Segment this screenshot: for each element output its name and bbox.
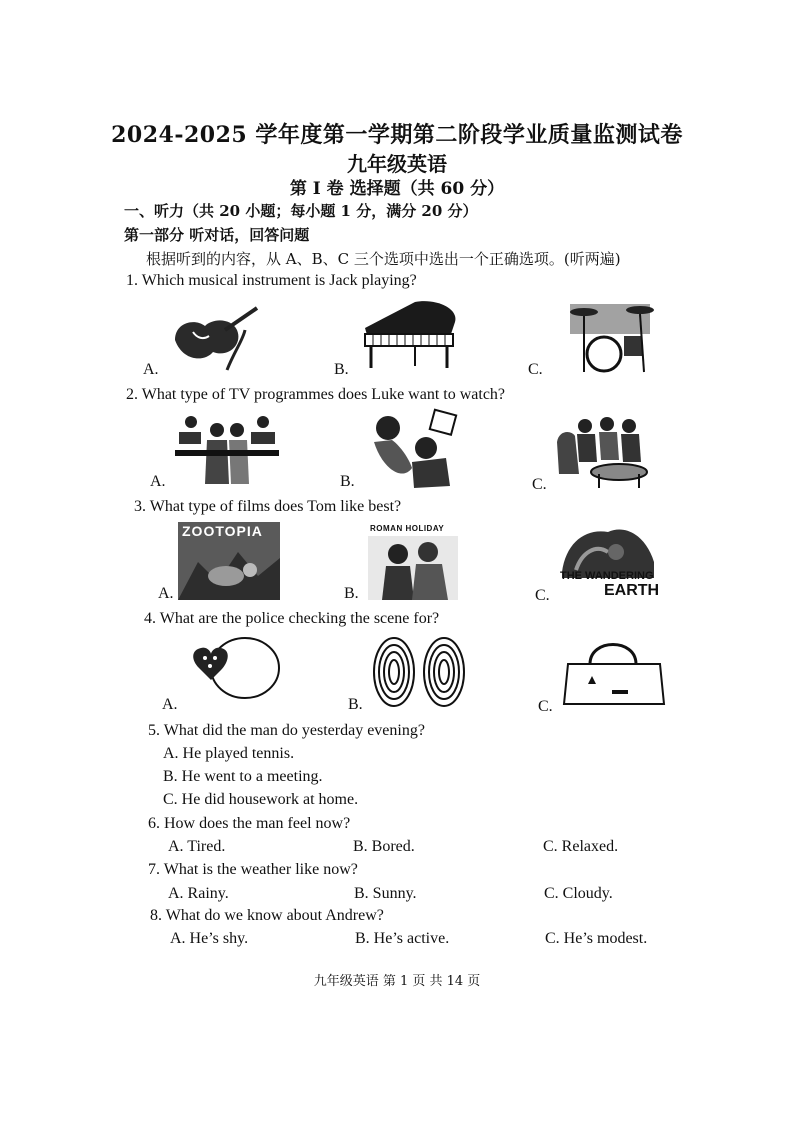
roman-holiday-poster xyxy=(368,524,458,600)
talk-show-icon xyxy=(555,412,660,490)
q6-option-b: B. Bored. xyxy=(353,838,415,855)
option-b-label: B. xyxy=(344,585,359,602)
option-a-label: A. xyxy=(143,361,159,378)
question-6: 6. How does the man feel now? xyxy=(148,815,351,832)
fingerprint-icon xyxy=(370,636,470,710)
question-1: 1. Which musical instrument is Jack playing? xyxy=(126,272,417,289)
poster-title-b: ROMAN HOLIDAY xyxy=(370,524,445,533)
exam-title: 2024-2025 学年度第一学期第二阶段学业质量监测试卷 xyxy=(111,122,683,148)
poster-title-c1: THE WANDERING xyxy=(560,570,654,582)
option-a-label: A. xyxy=(150,473,166,490)
poster-title-a: ZOOTOPIA xyxy=(182,523,263,539)
zootopia-poster xyxy=(178,522,280,600)
q7-option-b: B. Sunny. xyxy=(354,885,417,902)
option-b-label: B. xyxy=(348,696,363,713)
exam-subtitle: 九年级英语 xyxy=(347,152,447,176)
violin-icon xyxy=(165,300,265,370)
q5-option-b: B. He went to a meeting. xyxy=(163,768,323,785)
drum-kit-icon xyxy=(560,298,660,374)
poster-title-c2: EARTH xyxy=(604,582,660,599)
question-8: 8. What do we know about Andrew? xyxy=(150,907,384,924)
question-2: 2. What type of TV programmes does Luke want to watch? xyxy=(126,386,506,403)
q7-option-a: A. Rainy. xyxy=(168,885,229,902)
opera-icon xyxy=(362,408,462,488)
question-5: 5. What did the man do yesterday evening? xyxy=(148,722,425,739)
q5-option-c: C. He did housework at home. xyxy=(163,791,359,808)
piano-icon xyxy=(355,298,465,370)
section-heading: 一、听力（共 20 小题；每小题 1 分，满分 20 分） xyxy=(124,202,478,220)
option-c-label: C. xyxy=(532,476,547,493)
question-7: 7. What is the weather like now? xyxy=(148,861,358,878)
option-b-label: B. xyxy=(334,361,349,378)
question-4: 4. What are the police checking the scene for? xyxy=(144,610,440,627)
option-c-label: C. xyxy=(535,587,550,604)
q5-option-a: A. He played tennis. xyxy=(163,745,295,762)
option-b-label: B. xyxy=(340,473,355,490)
option-c-label: C. xyxy=(528,361,543,378)
necklace-icon xyxy=(185,634,285,710)
wandering-earth-poster xyxy=(556,522,660,602)
option-c-label: C. xyxy=(538,698,553,715)
game-show-icon xyxy=(175,410,285,486)
q6-option-c: C. Relaxed. xyxy=(543,838,619,855)
handbag-icon xyxy=(560,634,670,710)
option-a-label: A. xyxy=(162,696,178,713)
q8-option-a: A. He’s shy. xyxy=(170,930,249,947)
part-title: 第 I 卷 选择题（共 60 分） xyxy=(289,179,505,199)
q8-option-c: C. He’s modest. xyxy=(545,930,648,947)
q6-option-a: A. Tired. xyxy=(168,838,226,855)
option-a-label: A. xyxy=(158,585,174,602)
page-footer: 九年级英语 第 1 页 共 14 页 xyxy=(313,974,481,989)
instruction-text: 根据听到的内容，从 A、B、C 三个选项中选出一个正确选项。(听两遍) xyxy=(146,250,621,268)
part-heading: 第一部分 听对话，回答问题 xyxy=(124,226,310,244)
q8-option-b: B. He’s active. xyxy=(355,930,450,947)
q7-option-c: C. Cloudy. xyxy=(544,885,613,902)
question-3: 3. What type of films does Tom like best? xyxy=(134,498,402,515)
